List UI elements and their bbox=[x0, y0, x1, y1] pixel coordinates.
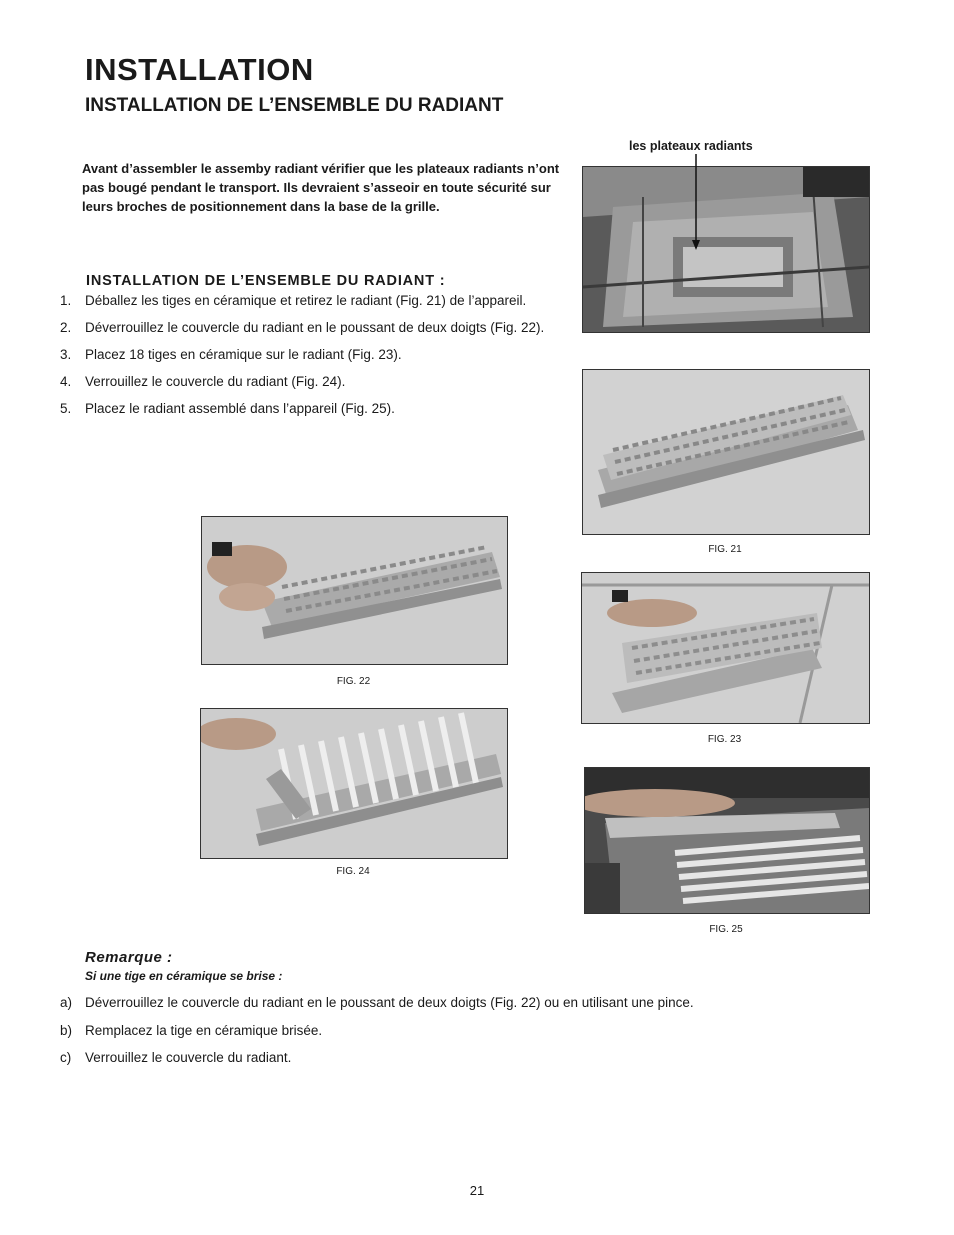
step-text: Placez 18 tiges en céramique sur le radiant (Fig. 23). bbox=[85, 347, 402, 362]
note-item-letter: a) bbox=[60, 995, 73, 1010]
list-item bbox=[52, 1049, 912, 1068]
note-item-text: Remplacez la tige en céramique brisée. bbox=[85, 1022, 323, 1038]
steps-list bbox=[52, 292, 552, 427]
step-text: Placez le radiant assemblé dans l’appareil (Fig. 25). bbox=[85, 401, 395, 416]
list-item bbox=[52, 994, 912, 1013]
fig-24-photo bbox=[200, 708, 508, 859]
callout-label: les plateaux radiants bbox=[629, 139, 753, 153]
fig-23-caption: FIG. 23 bbox=[707, 734, 742, 745]
fig-21-photo bbox=[582, 369, 870, 535]
step-text: Déverrouillez le couvercle du radiant en le poussant de deux doigts (Fig. 22). bbox=[85, 320, 545, 335]
step-number: 3. bbox=[60, 347, 72, 362]
steps-heading: INSTALLATION DE L’ENSEMBLE DU RADIANT : bbox=[86, 273, 446, 289]
note-item-letter: b) bbox=[60, 1022, 73, 1038]
step-number: 2. bbox=[60, 320, 72, 335]
list-item bbox=[52, 346, 552, 365]
list-item bbox=[52, 400, 552, 419]
list-item bbox=[52, 292, 552, 311]
list-item bbox=[52, 319, 552, 338]
fig-23-photo bbox=[581, 572, 870, 724]
fig-24-caption: FIG. 24 bbox=[336, 866, 370, 877]
step-number: 1. bbox=[60, 293, 72, 308]
note-item-letter: c) bbox=[60, 1050, 72, 1065]
step-text: Verrouillez le couvercle du radiant (Fig. 24). bbox=[85, 374, 346, 389]
note-heading: Remarque : bbox=[85, 949, 173, 966]
note-item-text: Verrouillez le couvercle du radiant. bbox=[85, 1050, 292, 1065]
intro-paragraph: Avant d’assembler le assemby radiant vérifier que les plateaux radiants n’ont pas bougé pendant le transport. Ils devraient s’asseoir en toute sécurité sur leurs broches de positionnement dans la base de la grille. bbox=[82, 161, 560, 214]
page-number: 21 bbox=[469, 1183, 485, 1198]
fig-25-photo bbox=[584, 767, 870, 914]
step-number: 5. bbox=[60, 401, 72, 416]
page-title: INSTALLATION bbox=[85, 52, 314, 87]
note-subheading: Si une tige en céramique se brise : bbox=[85, 969, 283, 983]
fig-22-photo bbox=[201, 516, 508, 665]
step-text: Déballez les tiges en céramique et retirez le radiant (Fig. 21) de l’appareil. bbox=[85, 293, 527, 308]
fig-21-caption: FIG. 21 bbox=[708, 544, 742, 555]
list-item bbox=[52, 373, 552, 392]
step-number: 4. bbox=[60, 374, 72, 389]
note-list bbox=[52, 994, 912, 1077]
callout-arrow bbox=[690, 154, 702, 250]
fig-25-caption: FIG. 25 bbox=[709, 924, 743, 935]
photo-radiant-trays bbox=[582, 166, 870, 333]
note-item-text: Déverrouillez le couvercle du radiant en le poussant de deux doigts (Fig. 22) ou en utilisant une pince. bbox=[85, 995, 694, 1010]
fig-22-caption: FIG. 22 bbox=[336, 676, 371, 687]
list-item bbox=[52, 1022, 912, 1041]
section-title: INSTALLATION DE L’ENSEMBLE DU RADIANT bbox=[85, 95, 504, 116]
